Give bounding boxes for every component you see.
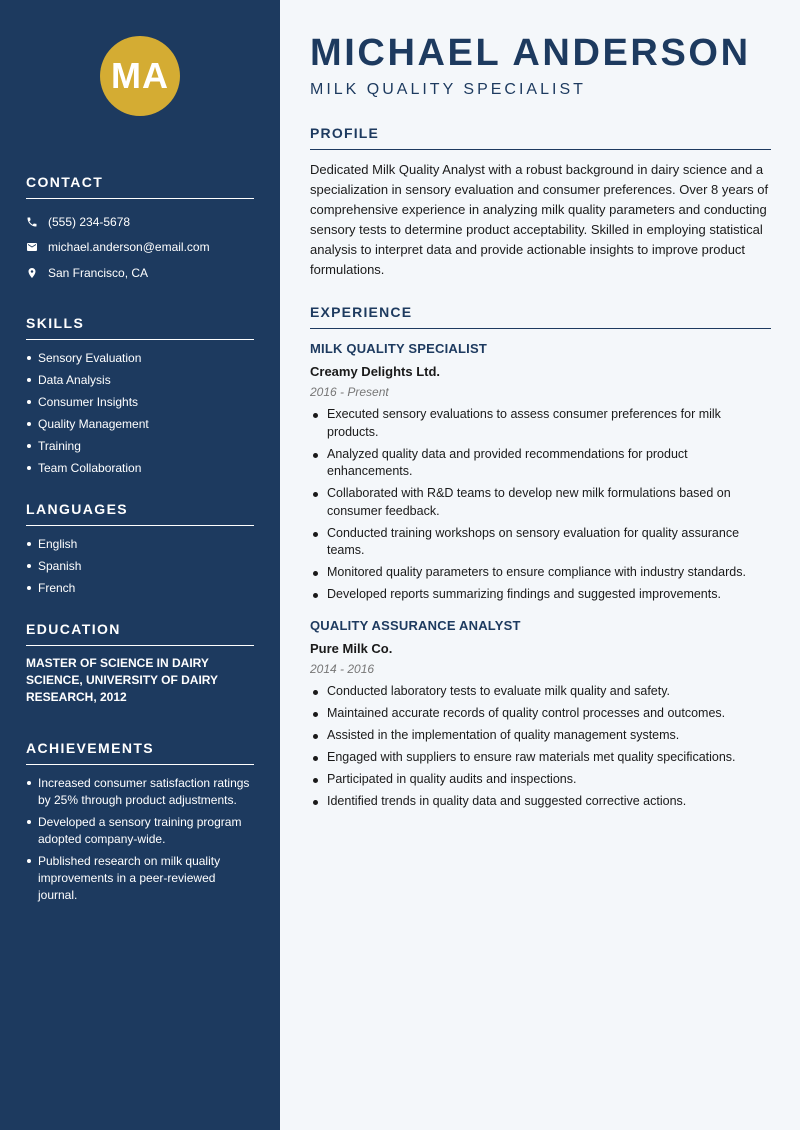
education-degree: MASTER OF SCIENCE IN DAIRY SCIENCE, UNIVERSITY OF DAIRY RESEARCH, 2012 bbox=[26, 655, 218, 704]
contact-location bbox=[26, 260, 254, 286]
skills-list bbox=[26, 350, 254, 477]
job-bullets bbox=[310, 406, 771, 604]
job-dates: 2014 - 2016 bbox=[310, 661, 375, 676]
achievements-section bbox=[26, 740, 254, 904]
job-bullets bbox=[310, 683, 771, 811]
job-bullet: Engaged with suppliers to ensure raw materials met quality specifications. bbox=[310, 749, 771, 767]
location-text: San Francisco, CA bbox=[48, 265, 149, 280]
job-bullet: Collaborated with R&D teams to develop new milk formulations based on consumer feedback. bbox=[310, 485, 771, 520]
job-title: QUALITY ASSURANCE ANALYST bbox=[310, 617, 521, 633]
job-bullet: Executed sensory evaluations to assess consumer preferences for milk products. bbox=[310, 406, 771, 441]
skills-heading: SKILLS bbox=[26, 315, 254, 340]
skills-section bbox=[26, 315, 254, 477]
contact-list bbox=[26, 209, 254, 286]
skill-item: Team Collaboration bbox=[26, 460, 254, 477]
sidebar bbox=[0, 0, 280, 1130]
job-bullet: Maintained accurate records of quality control processes and outcomes. bbox=[310, 705, 771, 723]
job-bullet: Identified trends in quality data and suggested corrective actions. bbox=[310, 793, 771, 811]
email-text: michael.anderson@email.com bbox=[48, 240, 210, 255]
candidate-role: MILK QUALITY SPECIALIST bbox=[310, 81, 586, 98]
job-company: Creamy Delights Ltd. bbox=[310, 364, 441, 379]
languages-heading: LANGUAGES bbox=[26, 501, 254, 526]
job-bullet: Participated in quality audits and inspections. bbox=[310, 771, 771, 789]
job-bullet: Conducted laboratory tests to evaluate milk quality and safety. bbox=[310, 683, 771, 701]
profile-heading: PROFILE bbox=[310, 125, 771, 150]
language-item: French bbox=[26, 580, 254, 597]
education-section bbox=[26, 621, 254, 706]
achievement-item: Developed a sensory training program adopted company-wide. bbox=[26, 814, 254, 848]
contact-section bbox=[26, 174, 254, 286]
job-bullet: Monitored quality parameters to ensure compliance with industry standards. bbox=[310, 564, 771, 582]
job-bullet: Assisted in the implementation of quality management systems. bbox=[310, 727, 771, 745]
contact-phone bbox=[26, 209, 254, 235]
skill-item: Consumer Insights bbox=[26, 394, 254, 411]
languages-section bbox=[26, 501, 254, 597]
language-item: English bbox=[26, 536, 254, 553]
job-dates: 2016 - Present bbox=[310, 385, 389, 399]
candidate-name: MICHAEL ANDERSON bbox=[310, 32, 751, 74]
education-heading: EDUCATION bbox=[26, 621, 254, 646]
phone-text: (555) 234-5678 bbox=[48, 214, 131, 229]
languages-list bbox=[26, 536, 254, 597]
language-item: Spanish bbox=[26, 558, 254, 575]
experience-section bbox=[310, 304, 771, 810]
phone-icon bbox=[26, 216, 48, 228]
skill-item: Sensory Evaluation bbox=[26, 350, 254, 367]
job-entry bbox=[310, 618, 771, 811]
skill-item: Data Analysis bbox=[26, 372, 254, 389]
contact-heading: CONTACT bbox=[26, 174, 254, 199]
achievements-list bbox=[26, 775, 254, 904]
location-pin-icon bbox=[26, 267, 48, 279]
contact-email bbox=[26, 235, 254, 261]
skill-item: Training bbox=[26, 438, 254, 455]
initials-avatar: MA bbox=[100, 36, 180, 116]
email-icon bbox=[26, 241, 48, 253]
job-company: Pure Milk Co. bbox=[310, 640, 393, 656]
job-bullet: Conducted training workshops on sensory evaluation for quality assurance teams. bbox=[310, 525, 771, 560]
job-title: MILK QUALITY SPECIALIST bbox=[310, 341, 487, 356]
profile-text: Dedicated Milk Quality Analyst with a robust background in dairy science and a specialization in sensory evaluation and consumer preferences. Over 8 years of comprehensive experience in analyzing milk quality parameters and conducting sensory tests to determine product acceptability. Skilled in employing statistical analysis to interpret data and provide actionable insights to improve product formulations. bbox=[310, 162, 769, 277]
profile-section bbox=[310, 125, 771, 280]
job-bullet: Developed reports summarizing findings and suggested improvements. bbox=[310, 586, 771, 604]
achievement-item: Increased consumer satisfaction ratings by 25% through product adjustments. bbox=[26, 775, 254, 809]
skill-item: Quality Management bbox=[26, 416, 254, 433]
achievements-heading: ACHIEVEMENTS bbox=[26, 740, 254, 765]
job-entry bbox=[310, 341, 771, 604]
main-content bbox=[280, 0, 800, 1130]
achievement-item: Published research on milk quality improvements in a peer-reviewed journal. bbox=[26, 853, 254, 904]
job-bullet: Analyzed quality data and provided recommendations for product enhancements. bbox=[310, 446, 771, 481]
experience-heading: EXPERIENCE bbox=[310, 304, 771, 329]
